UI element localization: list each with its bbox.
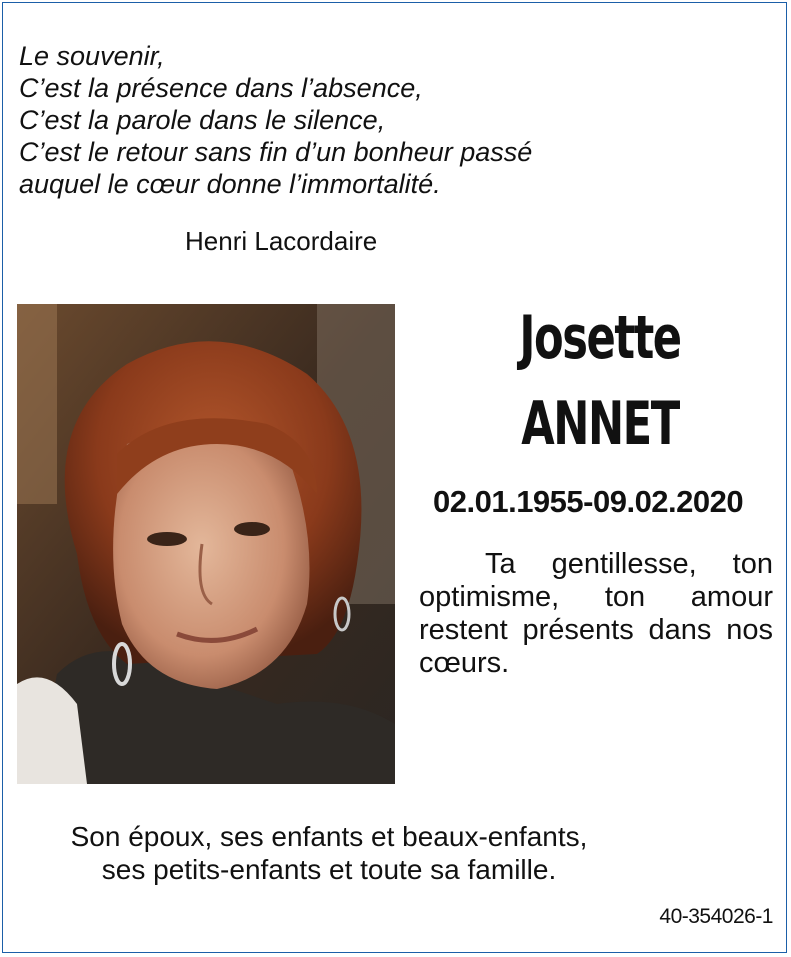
memorial-poem <box>19 40 532 200</box>
family-line-1: Son époux, ses enfants et beaux-enfants, <box>70 821 588 852</box>
family-line-2: ses petits-enfants et toute sa famille. <box>101 854 557 885</box>
poem-line-4: C’est le retour sans fin d’un bonheur passé <box>19 137 533 167</box>
poem-author: Henri Lacordaire <box>185 226 378 256</box>
portrait-photo <box>17 304 395 784</box>
tribute-message: Ta gentillesse, ton optimisme, ton amour restent présents dans nos cœurs. <box>419 548 773 679</box>
life-dates: 02.01.1955-09.02.2020 <box>433 484 744 519</box>
portrait-illustration <box>17 304 395 784</box>
reference-number: 40-354026-1 <box>659 905 773 928</box>
poem-line-3: C’est la parole dans le silence, <box>19 105 386 135</box>
poem-line-1: Le souvenir, <box>19 41 165 71</box>
deceased-last-name: ANNET <box>521 389 679 459</box>
poem-line-5: auquel le cœur donne l’immortalité. <box>19 169 441 199</box>
deceased-first-name: Josette <box>519 303 681 373</box>
family-signature <box>0 820 658 886</box>
poem-line-2: C’est la présence dans l’absence, <box>19 73 423 103</box>
